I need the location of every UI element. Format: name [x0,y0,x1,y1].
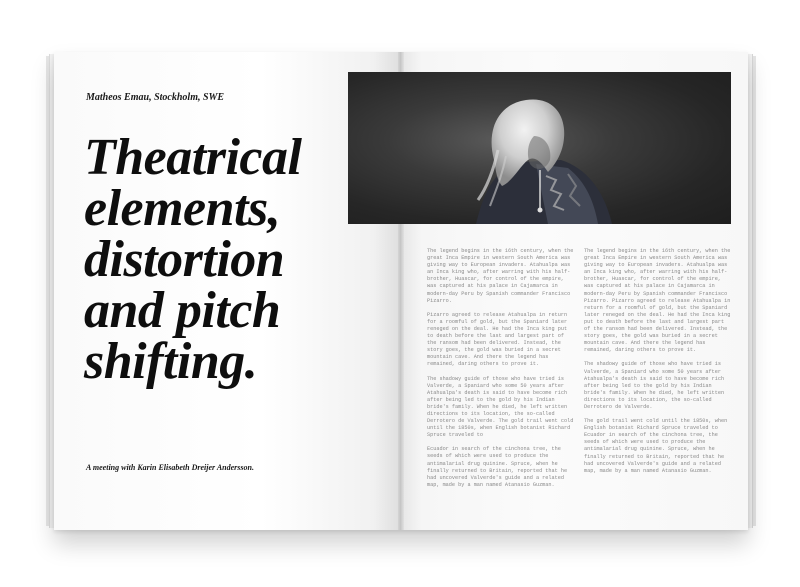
portrait-photo [348,72,731,224]
magazine-spread [54,52,748,530]
headline-line: elements, [84,180,281,237]
byline: Matheos Emau, Stockholm, SWE [86,92,225,103]
text-column-1 [427,248,575,496]
subline: A meeting with Karin Elisabeth Dreijer Andersson. [86,463,254,472]
paragraph: Ecuador in search of the cinchona tree, the seeds of which were used to produce the antimalarial drug quinine. Spruce, when he finally returned to Britain, reported that he had uncovered Valverde's guide and a related map, made by a man named Atanasio Guzman. [427,446,568,488]
paragraph: The gold trail went cold until the 1850s, when English botanist Richard Spruce traveled to Ecuador in search of the cinchona tree, the seeds of which were used to produce the antimalarial drug quinine. Spruce, when he finally returned to Britain, reported that he had uncovered Valverde's guide and a related map, made by a man named Atanasio Guzman. [584,418,728,474]
headline-line: shifting. [84,333,258,390]
paragraph: The legend begins in the 16th century, when the great Inca Empire in western South America was giving way to European invaders. Atahualpa was an Inca king who, after warring with his half-brother, Huascar, for control of the empire, was captured at his palace in Cajamarca in modern-day Peru by Spanish commander Francisco Pizarro. Pizarro agreed to release Atahualpa in return for a roomful of gold, but the Spaniard later reneged on the deal. He had the Inca king put to death before the last and largest part of the ransom had been delivered. Instead, the story goes, the gold was buried in a secret mountain cave. And there the legend has remained, daring others to prove it. [584,248,731,354]
text-column-2 [584,248,732,482]
headline-line: Theatrical [84,129,302,186]
paragraph: The shadowy guide of those who have tried is Valverde, a Spaniard who some 50 years after Atahualpa's death is said to have become rich after being led to the gold by his Indian bride's family. When he died, he left written directions to its location, the so-called Derrotero de Valverde. [584,361,725,410]
paragraph: Pizarro agreed to release Atahualpa in return for a roomful of gold, but the Spaniard later reneged on the deal. He had the Inca king put to death before the last and largest part of the ransom had been delivered. Instead, the story goes, the gold was buried in a secret mountain cave. And there the legend has remained, daring others to prove it. [427,311,568,368]
portrait-figure-icon [436,90,636,224]
paragraph: The legend begins in the 16th century, when the great Inca Empire in western South America was giving way to European invaders. Atahualpa was an Inca king who, after warring with his half-brother, Huascar, for control of the empire, was captured at his palace in Cajamarca in modern-day Peru by Spanish commander Francisco Pizarro. [427,248,574,304]
paragraph: The shadowy guide of those who have tried is Valverde, a Spaniard who some 50 years after Atahualpa's death is said to have become rich after being led to the gold by his Indian bride's family. When he died, he left written directions to its location, the so-called Derrotero de Valverde. The gold trail went cold until the 1850s, when English botanist Richard Spruce traveled to [427,375,574,439]
headline [84,129,389,390]
headline-line: distortion [84,231,285,288]
headline-line: and pitch [84,282,281,339]
